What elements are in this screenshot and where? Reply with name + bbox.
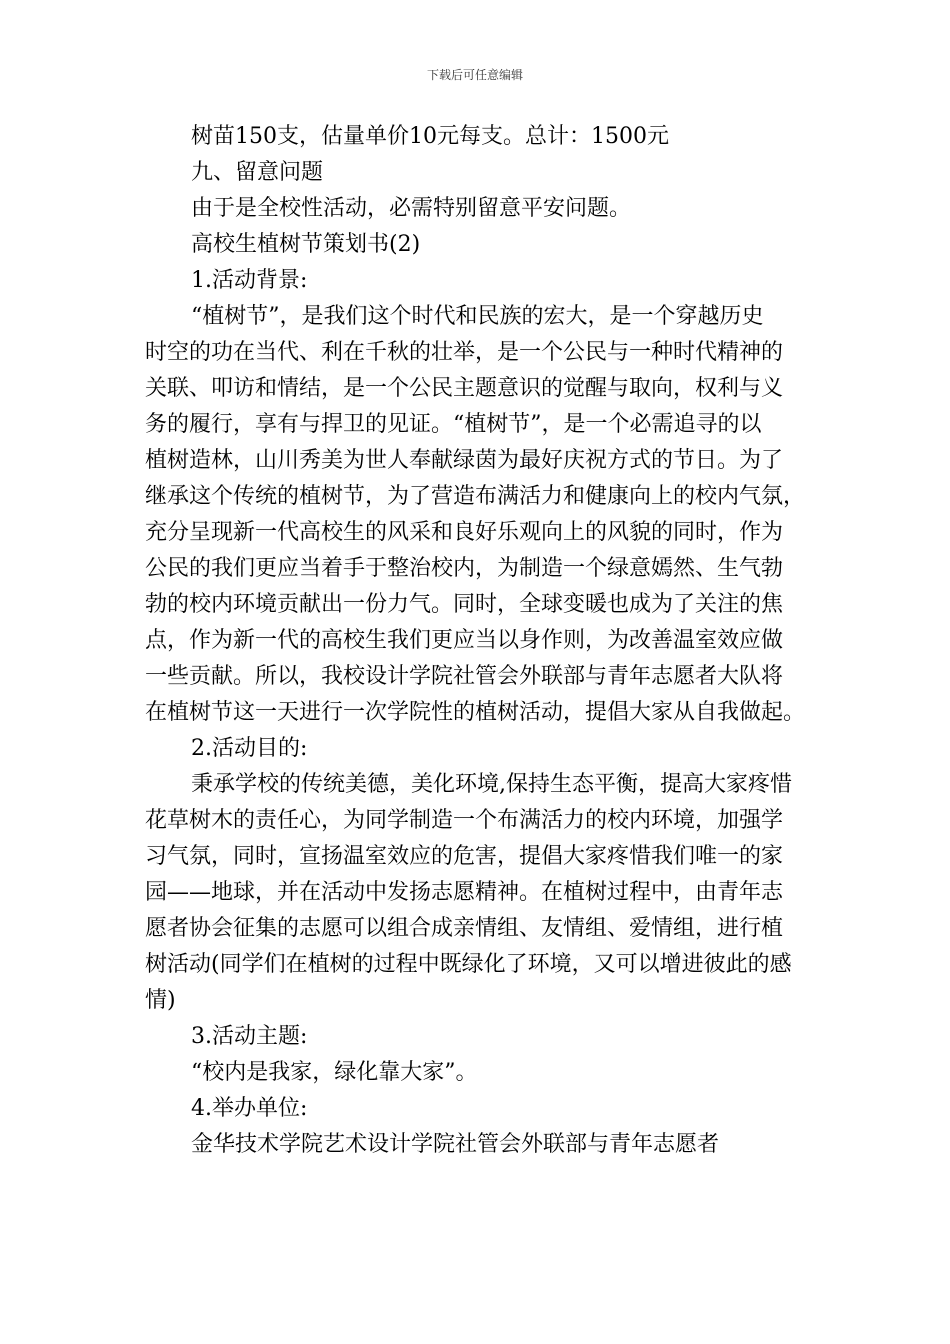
text-line: 由于是全校性活动，必需特别留意平安问题。 — [191, 196, 632, 221]
text-line: 九、留意问题 — [191, 160, 324, 185]
text-line: 园——地球，并在活动中发扬志愿精神。在植树过程中，由青年志 — [145, 880, 784, 905]
paragraph — [145, 1019, 811, 1055]
text-line: 植树造林，山川秀美为世人奉献绿茵为最好庆祝方式的节日。为了 — [145, 448, 784, 473]
paragraph — [145, 191, 811, 227]
text-line: 务的履行，享有与捍卫的见证。“植树节”，是一个必需追寻的以 — [145, 412, 762, 437]
text-line: 情) — [145, 988, 176, 1013]
text-line: 4.举办单位: — [191, 1096, 308, 1121]
paragraph — [145, 1055, 811, 1091]
text-line: 充分呈现新一代高校生的风采和良好乐观向上的风貌的同时，作为 — [145, 520, 784, 545]
text-line: 树活动(同学们在植树的过程中既绿化了环境，又可以增进彼此的感 — [145, 952, 792, 977]
paragraph — [145, 299, 811, 731]
paragraph — [145, 767, 811, 1019]
text-line: 金华技术学院艺术设计学院社管会外联部与青年志愿者 — [191, 1132, 720, 1157]
text-line: 继承这个传统的植树节，为了营造布满活力和健康向上的校内气氛， — [145, 484, 806, 509]
text-line: 树苗150支，估量单价10元每支。总计：1500元 — [191, 124, 669, 149]
text-line: 秉承学校的传统美德，美化环境,保持生态平衡，提高大家疼惜 — [191, 772, 792, 797]
text-line: 习气氛，同时，宣扬温室效应的危害，提倡大家疼惜我们唯一的家 — [145, 844, 784, 869]
text-line: 高校生植树节策划书(2) — [191, 232, 421, 257]
text-line: 点，作为新一代的高校生我们更应当以身作则，为改善温室效应做 — [145, 628, 784, 653]
text-line: 关联、叩访和情结，是一个公民主题意识的觉醒与取向，权利与义 — [145, 376, 784, 401]
page-header: 下载后可任意编辑 — [426, 68, 523, 82]
paragraph — [145, 1127, 811, 1163]
text-line: 勃的校内环境贡献出一份力气。同时，全球变暖也成为了关注的焦 — [145, 592, 784, 617]
text-line: 时空的功在当代、利在千秋的壮举，是一个公民与一种时代精神的 — [145, 340, 784, 365]
text-line: 2.活动目的: — [191, 736, 308, 761]
text-line: 3.活动主题: — [191, 1024, 308, 1049]
text-line: 愿者协会征集的志愿可以组合成亲情组、友情组、爱情组，进行植 — [145, 916, 784, 941]
paragraph — [145, 119, 811, 155]
paragraph — [145, 731, 811, 767]
text-line: 在植树节这一天进行一次学院性的植树活动，提倡大家从自我做起。 — [145, 700, 806, 725]
text-line: 公民的我们更应当着手于整治校内，为制造一个绿意嫣然、生气勃 — [145, 556, 784, 581]
paragraph — [145, 227, 811, 263]
paragraph — [145, 155, 811, 191]
text-line: 1.活动背景: — [191, 268, 308, 293]
text-line: “校内是我家，绿化靠大家”。 — [191, 1060, 478, 1085]
text-line: 一些贡献。所以，我校设计学院社管会外联部与青年志愿者大队将 — [145, 664, 784, 689]
paragraph — [145, 263, 811, 299]
document-body — [145, 119, 811, 1163]
text-line: “植树节”，是我们这个时代和民族的宏大，是一个穿越历史 — [191, 304, 764, 329]
text-line: 花草树木的责任心，为同学制造一个布满活力的校内环境，加强学 — [145, 808, 784, 833]
paragraph — [145, 1091, 811, 1127]
